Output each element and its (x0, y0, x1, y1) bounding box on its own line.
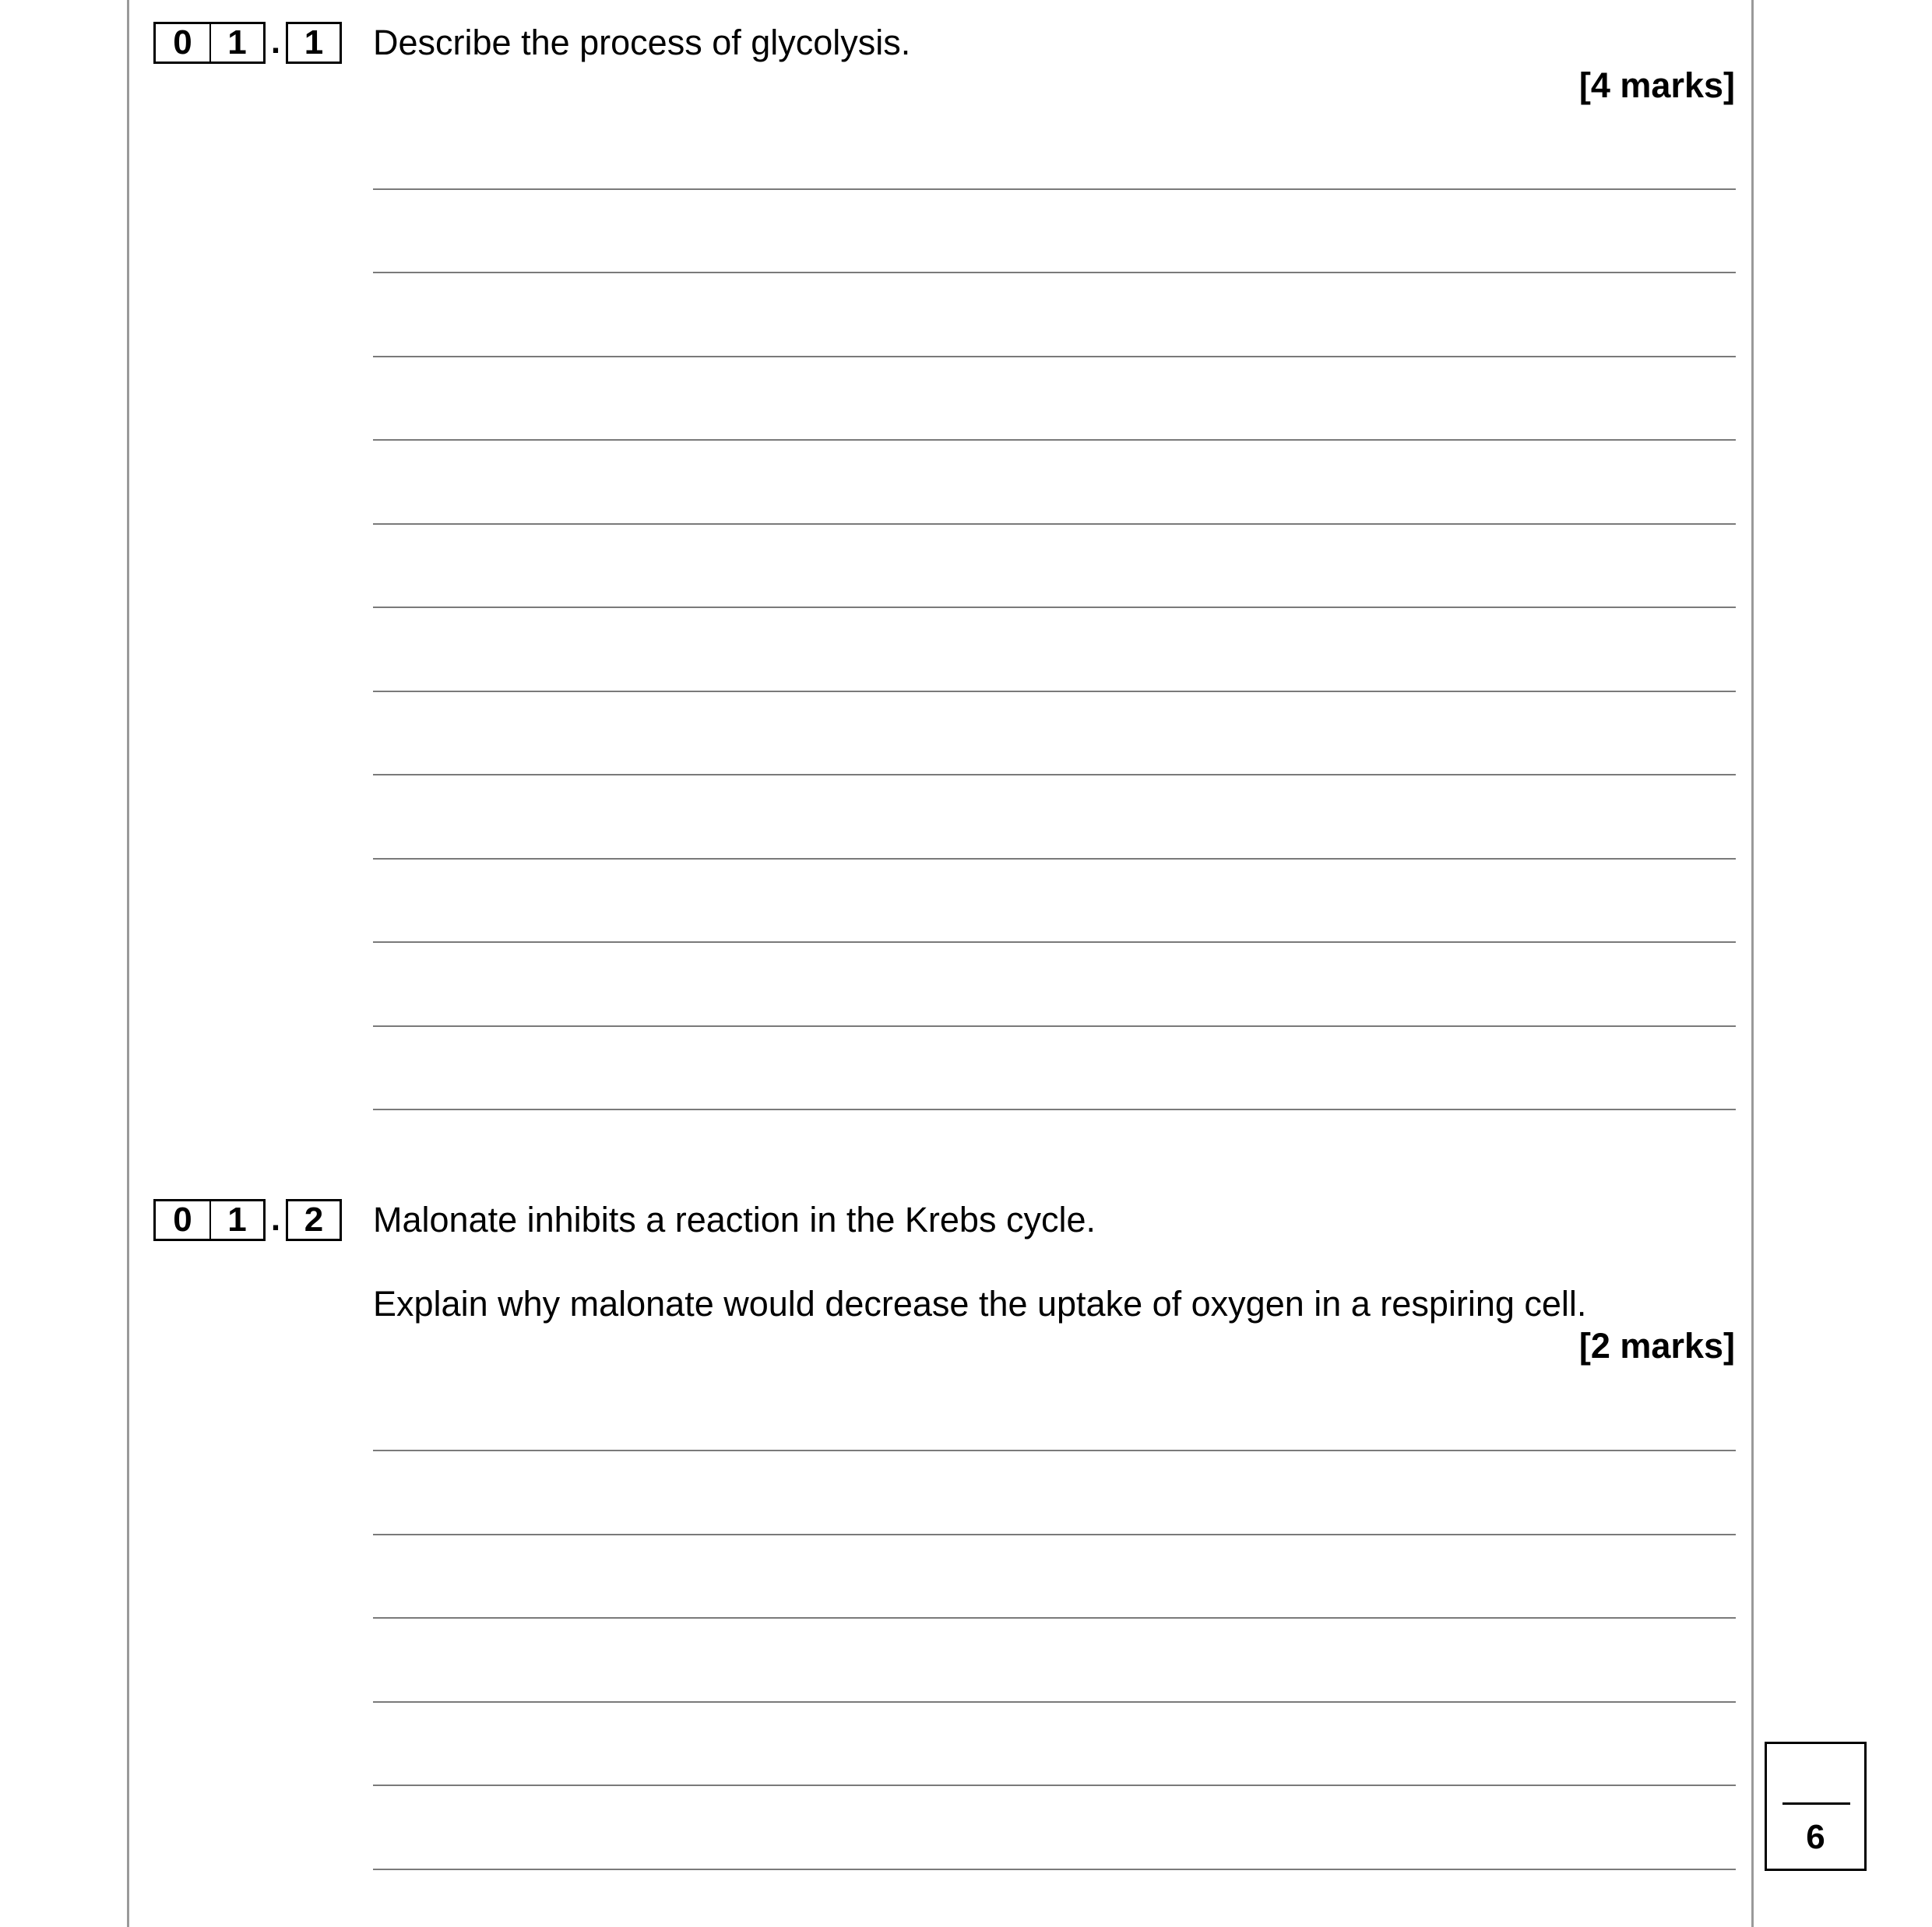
question-digit: 1 (209, 24, 263, 62)
answer-line[interactable] (373, 356, 1736, 357)
score-total: 6 (1806, 1818, 1825, 1856)
answer-line[interactable] (373, 1534, 1736, 1535)
answer-line[interactable] (373, 691, 1736, 692)
answer-line[interactable] (373, 1109, 1736, 1110)
question-digit: 1 (209, 1201, 263, 1239)
question-part-box (286, 22, 342, 64)
question-part-box (286, 1199, 342, 1241)
question-part-digit: 2 (304, 1201, 324, 1239)
left-margin-rule (127, 0, 129, 1927)
question-number-01-1 (153, 17, 342, 64)
answer-line[interactable] (373, 774, 1736, 775)
answer-line[interactable] (373, 607, 1736, 608)
question-01-1-marks: [4 marks] (1578, 65, 1735, 105)
answer-line[interactable] (373, 439, 1736, 441)
question-number-box (153, 1199, 266, 1241)
answer-line[interactable] (373, 1617, 1736, 1619)
question-01-2-marks: [2 marks] (1578, 1326, 1735, 1366)
question-separator: . (270, 1200, 281, 1238)
score-divider (1782, 1802, 1850, 1805)
answer-line[interactable] (373, 1869, 1736, 1870)
right-margin-rule (1751, 0, 1754, 1927)
answer-line[interactable] (373, 1785, 1736, 1786)
question-01-2-statement: Malonate inhibits a reaction in the Krebs cycle. (373, 1200, 1096, 1240)
answer-line[interactable] (373, 188, 1736, 190)
question-digit: 0 (173, 1201, 192, 1239)
question-digit: 0 (173, 23, 192, 62)
question-part-digit: 1 (304, 23, 324, 62)
answer-line[interactable] (373, 523, 1736, 525)
answer-line[interactable] (373, 272, 1736, 273)
question-01-1-prompt: Describe the process of glycolysis. (373, 23, 911, 62)
answer-line[interactable] (373, 1450, 1736, 1451)
answer-line[interactable] (373, 941, 1736, 943)
examiner-score-box (1765, 1742, 1867, 1871)
answer-line[interactable] (373, 1701, 1736, 1703)
answer-line[interactable] (373, 858, 1736, 860)
question-number-box (153, 22, 266, 64)
question-number-01-2 (153, 1194, 342, 1241)
question-separator: . (270, 23, 281, 61)
answer-line[interactable] (373, 1025, 1736, 1027)
question-01-2-prompt: Explain why malonate would decrease the uptake of oxygen in a respiring cell. (373, 1284, 1587, 1324)
